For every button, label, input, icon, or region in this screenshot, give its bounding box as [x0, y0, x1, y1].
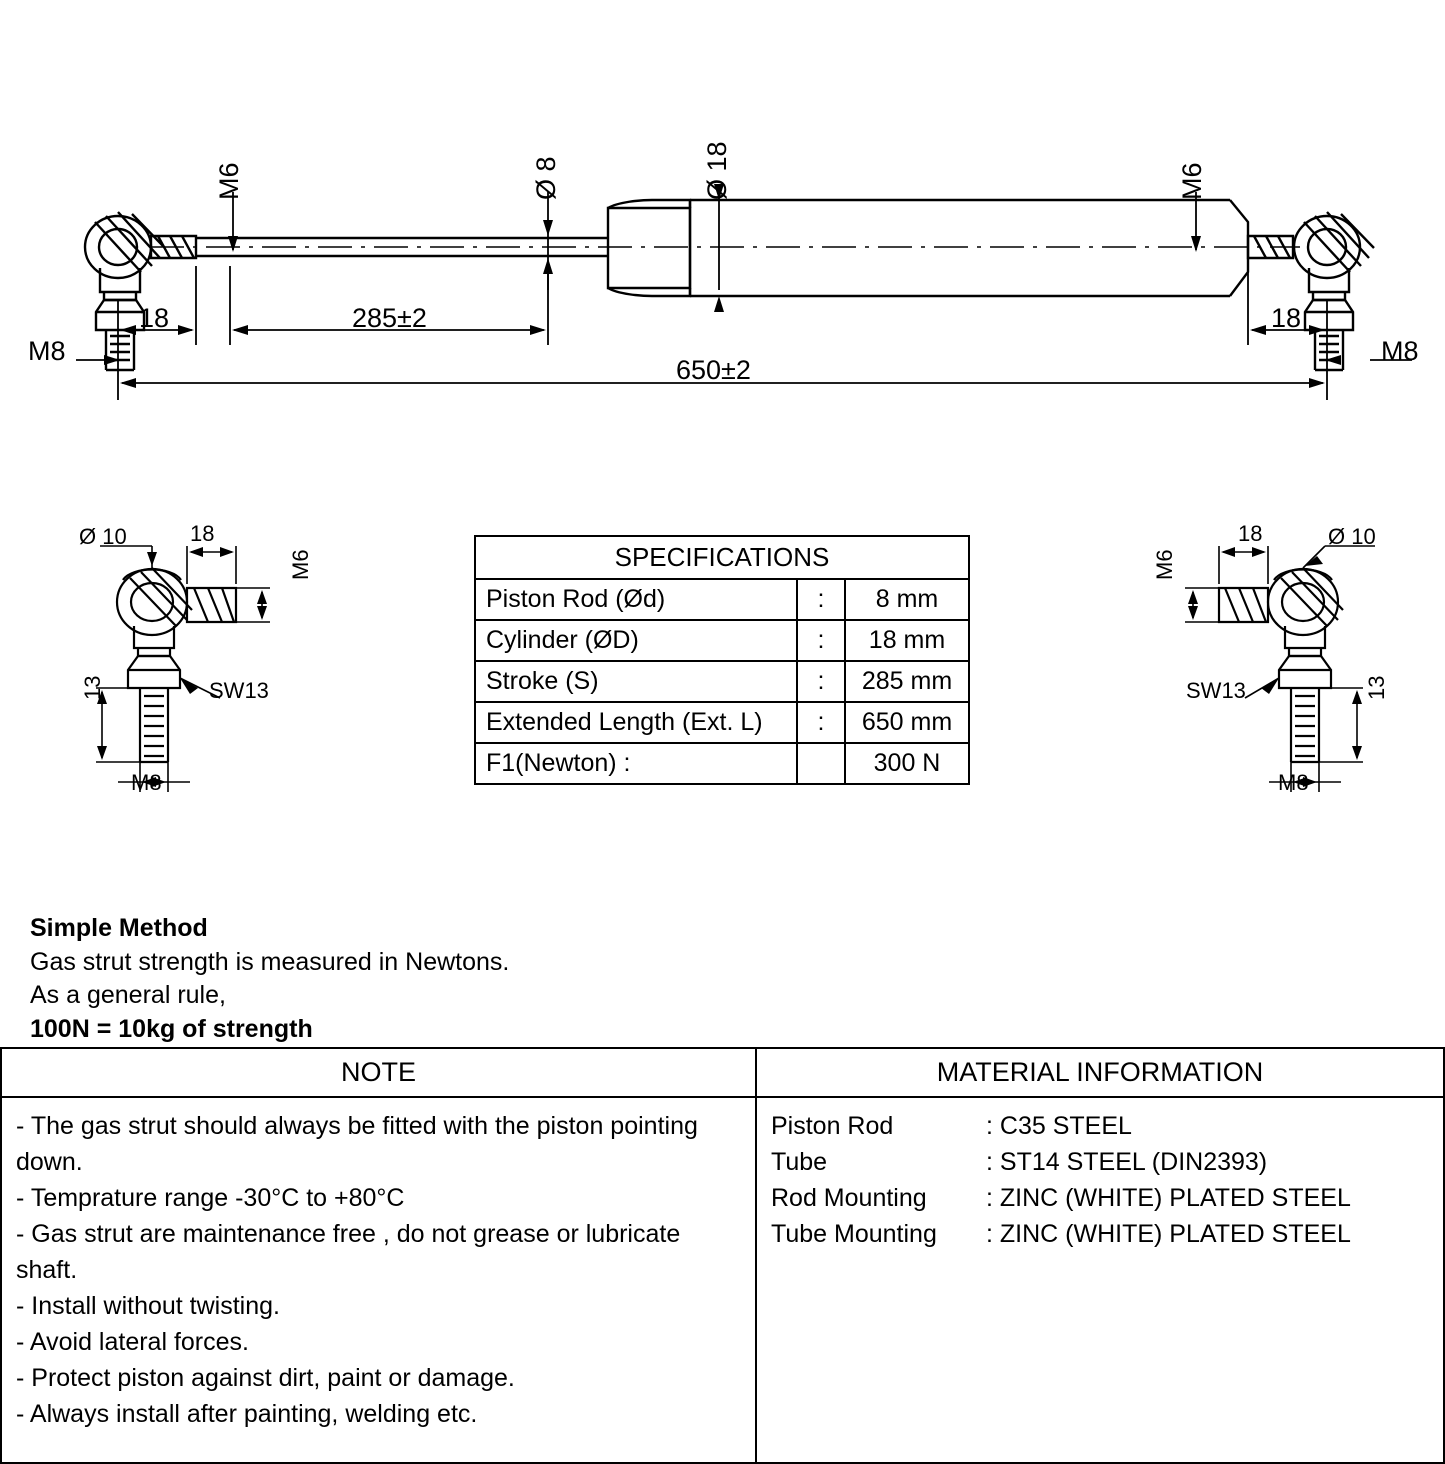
label-m6-left: M6 [214, 162, 244, 200]
spec-colon-piston-rod: : [797, 579, 845, 620]
list-item: - Gas strut are maintenance free , do not grease or lubricate shaft. [16, 1220, 681, 1284]
left-detail-m8: M8 [131, 770, 162, 795]
spec-value-f1: 300 N [845, 743, 969, 784]
list-item: - Protect piston against dirt, paint or damage. [16, 1364, 515, 1392]
left-detail-18: 18 [190, 521, 215, 546]
right-detail-13: 13 [1364, 675, 1389, 700]
material-key: Rod Mounting [771, 1184, 927, 1212]
table-row [475, 661, 969, 702]
list-item: - Avoid lateral forces. [16, 1328, 249, 1356]
left-detail-13: 13 [80, 675, 105, 700]
left-detail-m6: M6 [288, 549, 313, 580]
main-strut-drawing [0, 0, 1445, 520]
left-detail-dia10: Ø 10 [79, 524, 127, 549]
spec-value-extended-length: 650 mm [845, 702, 969, 743]
table-row [1, 1097, 1444, 1463]
spec-colon-stroke: : [797, 661, 845, 702]
material-value: : C35 STEEL [986, 1112, 1132, 1140]
list-item [771, 1144, 1429, 1180]
table-row [475, 743, 969, 784]
spec-label-f1: F1(Newton) : [475, 743, 797, 784]
material-value: : ST14 STEEL (DIN2393) [986, 1148, 1268, 1176]
table-row [475, 579, 969, 620]
spec-value-stroke: 285 mm [845, 661, 969, 702]
material-value: : ZINC (WHITE) PLATED STEEL [986, 1184, 1351, 1212]
simple-method-block [30, 912, 509, 1046]
label-total-length: 650±2 [676, 355, 751, 385]
right-detail-dia10: Ø 10 [1328, 524, 1376, 549]
spec-colon-f1 [797, 743, 845, 784]
spec-label-extended-length: Extended Length (Ext. L) [475, 702, 797, 743]
spec-label-stroke: Stroke (S) [475, 661, 797, 702]
material-key: Piston Rod [771, 1112, 894, 1140]
table-row [475, 702, 969, 743]
note-material-table [0, 1047, 1445, 1464]
note-list [1, 1097, 756, 1463]
simple-method-line1: Gas strut strength is measured in Newtons. [30, 947, 510, 976]
label-m8-right: M8 [1381, 336, 1419, 366]
label-dia8: Ø 8 [531, 156, 561, 200]
material-key: Tube [771, 1148, 828, 1176]
label-m8-left: M8 [28, 336, 66, 366]
simple-method-title: Simple Method [30, 914, 208, 942]
spec-value-piston-rod: 8 mm [845, 579, 969, 620]
label-stroke: 285±2 [352, 303, 427, 333]
material-value: : ZINC (WHITE) PLATED STEEL [986, 1220, 1351, 1248]
note-header: NOTE [1, 1048, 756, 1097]
right-detail-m8: M8 [1278, 770, 1309, 795]
list-item: - The gas strut should always be fitted with the piston pointing down. [16, 1112, 698, 1176]
list-item: - Always install after painting, welding etc. [16, 1400, 478, 1428]
material-list [756, 1097, 1444, 1463]
simple-method-line2: As a general rule, [30, 981, 226, 1009]
right-detail-sw13: SW13 [1186, 678, 1246, 703]
specifications-table [474, 535, 970, 785]
label-18-left: 18 [139, 303, 170, 333]
spec-title-row [475, 536, 969, 579]
list-item [771, 1180, 1429, 1216]
spec-colon-extended-length: : [797, 702, 845, 743]
spec-label-cylinder: Cylinder (ØD) [475, 620, 797, 661]
material-header: MATERIAL INFORMATION [756, 1048, 1444, 1097]
label-18-right: 18 [1271, 303, 1302, 333]
label-dia18: Ø 18 [702, 141, 732, 200]
table-row [475, 620, 969, 661]
list-item [771, 1108, 1429, 1144]
label-m6-right: M6 [1177, 162, 1207, 200]
spec-title: SPECIFICATIONS [475, 536, 969, 579]
list-item: - Install without twisting. [16, 1292, 280, 1320]
spec-colon-cylinder: : [797, 620, 845, 661]
material-key: Tube Mounting [771, 1220, 937, 1248]
left-detail-sw13: SW13 [209, 678, 269, 703]
right-detail-m6: M6 [1152, 549, 1177, 580]
list-item [771, 1216, 1429, 1252]
right-detail-18: 18 [1238, 521, 1263, 546]
spec-label-piston-rod: Piston Rod (Ød) [475, 579, 797, 620]
spec-value-cylinder: 18 mm [845, 620, 969, 661]
table-header-row [1, 1048, 1444, 1097]
list-item: - Temprature range -30°C to +80°C [16, 1184, 405, 1212]
simple-method-line3: 100N = 10kg of strength [30, 1014, 313, 1043]
